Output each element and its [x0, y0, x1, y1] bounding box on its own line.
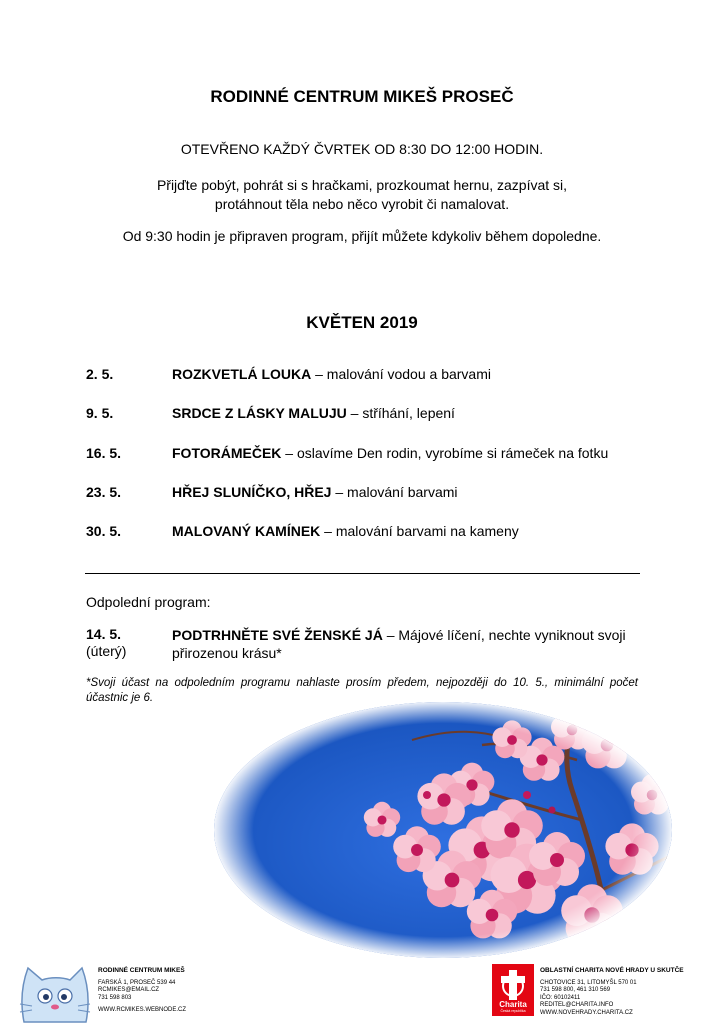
- opening-hours: OTEVŘENO KAŽDÝ ČVRTEK OD 8:30 DO 12:00 HODIN.: [180, 141, 544, 157]
- event-description: [172, 405, 455, 421]
- divider: [85, 573, 640, 574]
- event-date: 23. 5.: [86, 484, 122, 500]
- event-description: [172, 366, 491, 382]
- event-name: SRDCE Z LÁSKY MALUJU: [172, 405, 347, 421]
- afternoon-event-name: PODTRHNĚTE SVÉ ŽENSKÉ JÁ: [172, 627, 383, 643]
- event-detail: – oslavíme Den rodin, vyrobíme si rámeček na fotku: [281, 445, 609, 461]
- event-row: [86, 445, 646, 465]
- afternoon-event-detail: – Májové líčení, nechte vyniknout svoji přirozenou krásu*: [172, 627, 626, 661]
- intro-text: [0, 176, 724, 214]
- event-detail: – malování barvami: [331, 484, 458, 500]
- footer-left-web: WWW.RCMIKES.WEBNODE.CZ: [98, 1007, 186, 1013]
- program-note: Od 9:30 hodin je připraven program, přijít můžete kdykoliv během dopoledne.: [122, 228, 602, 244]
- charita-sub: Česká republika: [500, 1009, 526, 1013]
- footer-right: [540, 967, 684, 1017]
- event-date: 30. 5.: [86, 523, 122, 539]
- event-description: [172, 523, 519, 539]
- footer-left-phone: 731 598 803: [98, 994, 132, 1001]
- event-detail: – stříhání, lepení: [346, 405, 455, 421]
- event-detail: – malování vodou a barvami: [311, 366, 491, 382]
- event-row: [86, 484, 646, 504]
- footer-left-org: RODINNÉ CENTRUM MIKEŠ: [98, 967, 185, 974]
- event-date: 2. 5.: [86, 366, 114, 382]
- cat-logo-icon: [16, 962, 94, 1024]
- event-name: MALOVANÝ KAMÍNEK: [172, 523, 321, 539]
- event-row: [86, 523, 646, 543]
- charita-logo: [492, 964, 534, 1016]
- afternoon-heading: Odpolední program:: [86, 594, 211, 610]
- footer-left-address: FARSKÁ 1, PROSEČ 539 44: [98, 979, 176, 986]
- afternoon-date: 14. 5.: [86, 626, 122, 642]
- afternoon-footnote: *Svoji účast na odpoledním programu nahlaste prosím předem, nejpozději do 10. 5., minimální počet účastnic je 6.: [86, 677, 638, 704]
- event-name: ROZKVETLÁ LOUKA: [172, 366, 312, 382]
- event-name: HŘEJ SLUNÍČKO, HŘEJ: [172, 484, 332, 500]
- event-description: [172, 445, 608, 461]
- afternoon-description: [172, 626, 632, 662]
- footer-right-web: WWW.NOVEHRADY.CHARITA.CZ: [540, 1009, 633, 1016]
- footer-left: [98, 967, 186, 1015]
- event-description: [172, 484, 458, 500]
- month-title: KVĚTEN 2019: [306, 313, 418, 332]
- footer-right-org: OBLASTNÍ CHARITA NOVÉ HRADY U SKUTČE: [540, 967, 684, 974]
- afternoon-day: (úterý): [86, 643, 127, 659]
- event-name: FOTORÁMEČEK: [172, 445, 282, 461]
- blossom-photo: [212, 700, 674, 960]
- event-date: 9. 5.: [86, 405, 114, 421]
- footer-right-email: REDITEL@CHARITA.INFO: [540, 1002, 614, 1008]
- event-row: [86, 366, 646, 386]
- intro-line-1: Přijďte pobýt, pohrát si s hračkami, prozkoumat hernu, zazpívat si,: [156, 177, 568, 193]
- footer-right-address: CHOTOVICE 31, LITOMYŠL 570 01: [540, 979, 637, 986]
- footer-right-ico: IČO: 60102411: [540, 994, 581, 1001]
- event-detail: – malování barvami na kameny: [320, 523, 519, 539]
- event-date: 16. 5.: [86, 445, 122, 461]
- charita-word: Charita: [499, 1000, 527, 1009]
- footer-right-phone: 731 598 800, 461 310 569: [540, 987, 611, 993]
- event-row: [86, 405, 646, 425]
- page-title: RODINNÉ CENTRUM MIKEŠ PROSEČ: [210, 87, 514, 106]
- intro-line-2: protáhnout těla nebo něco vyrobit či namalovat.: [214, 196, 510, 212]
- footer-left-email: RCMIKES@EMAIL.CZ: [98, 987, 160, 993]
